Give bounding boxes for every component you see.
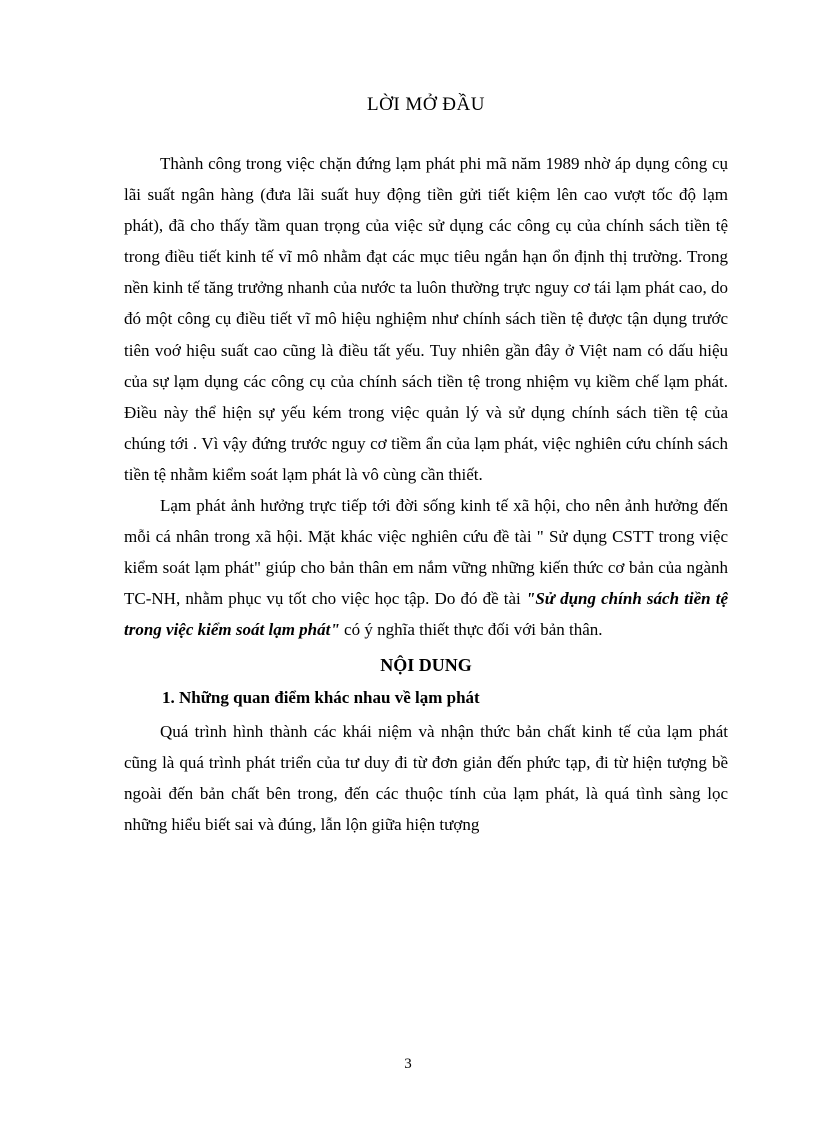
body-paragraph-1: Quá trình hình thành các khái niệm và nhận thức bản chất kinh tế của lạm phát cũng là quá trình phát triển của tư duy đi từ đơn giản đến phức tạp, đi từ hiện tượng bề ngoài đến bản chất bên trong, đến các thuộc tính của lạm phát, là quá tình sàng lọc những hiểu biết sai và đúng, lẫn lộn giữa hiện tượng (124, 721, 728, 834)
topic-title-emphasis: "Sử dụng chính sách tiền tệ trong việc kiểm soát lạm phát" (124, 589, 728, 640)
intro-paragraph-2 (124, 490, 728, 645)
page-title: LỜI MỞ ĐẦU (367, 94, 485, 115)
subsection-heading: 1. Những quan điểm khác nhau về lạm phát (162, 687, 480, 707)
intro-paragraph-2-text-start: Lạm phát ảnh hưởng trực tiếp tới đời sống kinh tế xã hội, cho nên ảnh hưởng đến mỗi cá nhân trong xã hội. Mặt khác việc nghiên cứu đề tài " Sử dụng CSTT trong việc kiểm soát lạm phát" giúp cho bản thân em nắm vững những kiến thức cơ bản của ngành TC-NH, nhằm phục vụ tốt cho việc học tập. Do đó đề tài (124, 496, 728, 609)
section-heading: NỘI DUNG (380, 654, 472, 675)
page-number: 3 (404, 1056, 412, 1072)
page-content (124, 94, 728, 840)
intro-paragraph-1: Thành công trong việc chặn đứng lạm phát phi mã năm 1989 nhờ áp dụng công cụ lãi suất ngân hàng (đưa lãi suất huy động tiền gửi tiết kiệm lên cao vượt tốc độ lạm phát), đã cho thấy tầm quan trọng của việc sử dụng các công cụ của chính sách tiền tệ trong điều tiết kinh tế vĩ mô nhằm đạt các mục tiêu ngắn hạn ổn định thị trường. Trong nền kinh tế tăng trưởng nhanh của nước ta luôn thường trực nguy cơ tái lạm phát cao, do đó một công cụ điều tiết vĩ mô hiệu nghiệm như chính sách tiền tệ được tận dụng trước tiên voớ hiệu suất cao cũng là điều tất yếu. Tuy nhiên gần đây ở Việt nam có dấu hiệu của sự lạm dụng các công cụ của chính sách tiền tệ trong nhiệm vụ kiềm chế lạm phát. Điều này thể hiện sự yếu kém trong việc quản lý và sử dụng chính sách tiền tệ của chúng tới . Vì vậy đứng trước nguy cơ tiềm ẩn của lạm phát, việc nghiên cứu chính sách tiền tệ nhằm kiểm soát lạm phát là vô cùng cần thiết. (124, 154, 728, 484)
intro-paragraph-2-text-end: có ý nghĩa thiết thực đối với bản thân. (339, 620, 603, 640)
